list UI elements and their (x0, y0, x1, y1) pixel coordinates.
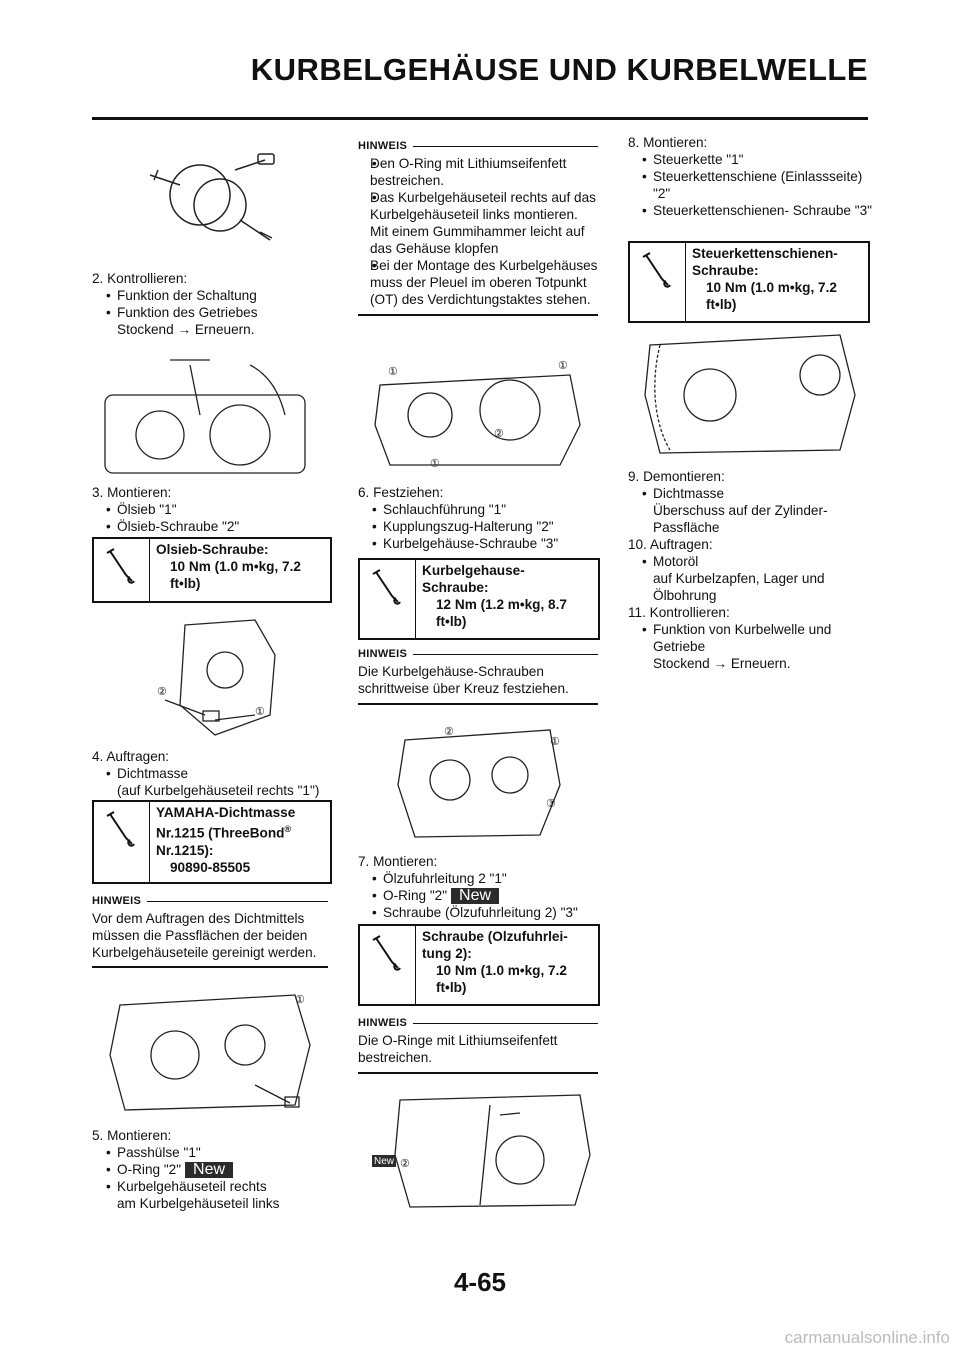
torque-spec-box (628, 241, 870, 323)
torque-spec-box (92, 537, 332, 603)
spec-title: Schraube (Olzufuhrlei- (422, 929, 568, 944)
list-item-sub: auf Kurbelzapfen, Lager und Ölbohrung (653, 571, 825, 603)
list-item: • Das Kurbelgehäuseteil rechts auf das Kurbelgehäuseteil links montieren. Mit einem Gummihammer leicht auf das Gehäuse klopfen (358, 189, 598, 257)
spec-value: 10 Nm (1.0 m•kg, 7.2 (436, 963, 567, 978)
torque-spec-box (358, 924, 600, 1006)
oil-strainer-figure (100, 355, 310, 477)
watermark: carmanualsonline.info (784, 1328, 950, 1347)
new-badge: New (451, 888, 499, 904)
spec-title: tung 2): (422, 946, 472, 961)
wrench-icon (370, 568, 406, 608)
list-item: • Steuerkettenschiene (Einlassseite) "2" (628, 168, 873, 202)
step-5-heading: 5. Montieren: (92, 1128, 172, 1143)
spec-value: ft•lb) (706, 297, 737, 312)
step-3-heading: 3. Montieren: (92, 485, 172, 500)
step-7-heading: 7. Montieren: (358, 854, 438, 869)
wrench-icon (640, 251, 676, 291)
list-item: • Ölsieb "1" (92, 501, 332, 518)
list-item: • Steuerkette "1" (628, 151, 873, 168)
hinweis-label: HINWEIS (358, 1017, 408, 1029)
list-item: • Schraube (Ölzufuhrleitung 2) "3" (358, 904, 598, 921)
list-item: • Motoröl (628, 553, 873, 570)
spec-value: 90890-85505 (170, 859, 251, 875)
list-item: O-Ring "2" (383, 888, 448, 903)
list-item: • Kurbelgehäuseteil rechts (92, 1178, 332, 1195)
list-item-sub: am Kurbelgehäuseteil links (117, 1196, 280, 1212)
step-11-result: Stockend → Erneuern. (653, 656, 791, 671)
list-item: • Ölsieb-Schraube "2" (92, 518, 332, 535)
hinweis-text: Die O-Ringe mit Lithiumseifenfett bestreichen. (358, 1033, 558, 1065)
hinweis-text: Die Kurbelgehäuse-Schrauben schrittweise über Kreuz festziehen. (358, 664, 569, 696)
new-badge: New (185, 1162, 233, 1178)
spec-title: YAMAHA-Dichtmasse (156, 805, 296, 820)
list-item: • Funktion von Kurbelwelle und Getriebe (628, 621, 873, 655)
list-item: O-Ring "2" (117, 1162, 182, 1177)
svg-text:②: ② (157, 686, 167, 698)
list-item: • Funktion der Schaltung (92, 287, 332, 304)
svg-text:②: ② (444, 726, 454, 738)
spec-value: 10 Nm (1.0 m•kg, 7.2 (706, 280, 837, 295)
spec-title: Steuerkettenschienen- (692, 246, 838, 261)
svg-text:②: ② (494, 428, 504, 440)
registered-mark: ® (284, 824, 292, 834)
list-item: • Dichtmasse (628, 485, 873, 502)
list-item: • Ölzufuhrleitung 2 "1" (358, 870, 598, 887)
svg-text:①: ① (255, 706, 265, 718)
list-item: • Kupplungszug-Halterung "2" (358, 518, 598, 535)
torque-spec-box (358, 558, 600, 640)
crankcase-assembly-figure (370, 355, 585, 475)
list-item-sub: Überschuss auf der Zylinder-Passfläche (653, 503, 828, 535)
list-item: • Den O-Ring mit Lithiumseifenfett bestreichen. (358, 155, 598, 189)
new-badge: New (374, 1156, 395, 1167)
wrench-icon (370, 934, 406, 974)
hinweis-label: HINWEIS (92, 895, 142, 907)
svg-text:②: ② (400, 1158, 410, 1170)
step-2-result: Stockend → Erneuern. (117, 322, 255, 337)
list-item: • Funktion des Getriebes (92, 304, 332, 321)
spec-value: ft•lb) (436, 614, 467, 629)
list-item: • Kurbelgehäuse-Schraube "3" (358, 535, 598, 552)
spec-title: Nr.1215): (156, 842, 214, 858)
spec-title: Nr.1215 (ThreeBond (156, 825, 285, 841)
svg-text:③: ③ (546, 798, 556, 810)
step-10-heading: 10. Auftragen: (628, 537, 713, 552)
svg-text:①: ① (295, 994, 305, 1006)
list-item: • Bei der Montage des Kurbelgehäuses muss der Pleuel im oberen Totpunkt (OT) des Verdichtungstaktes stehen. (358, 257, 598, 308)
spec-value: 12 Nm (1.2 m•kg, 8.7 (436, 597, 567, 612)
page-title: KURBELGEHÄUSE UND KURBELWELLE (250, 52, 868, 87)
page-number: 4-65 (453, 1267, 507, 1297)
crankcase-half-figure (105, 985, 320, 1120)
svg-text:①: ① (388, 366, 398, 378)
sealant-spec-box (92, 800, 332, 884)
list-item: • Dichtmasse (92, 765, 337, 782)
step-2-heading: 2. Kontrollieren: (92, 271, 188, 286)
header-rule (92, 117, 868, 120)
wrench-icon (104, 547, 140, 587)
hinweis-label: HINWEIS (358, 648, 408, 660)
list-item: • Passhülse "1" (92, 1144, 332, 1161)
hinweis-label: HINWEIS (358, 140, 408, 152)
timing-chain-figure (640, 325, 860, 460)
spec-title: Schraube: (692, 263, 759, 278)
svg-text:①: ① (558, 360, 568, 372)
spec-title: Schraube: (422, 580, 489, 595)
oil-pipe-figure (370, 1085, 595, 1210)
step-9-heading: 9. Demontieren: (628, 469, 725, 484)
step-8-heading: 8. Montieren: (628, 135, 708, 150)
spec-value: 10 Nm (1.0 m•kg, 7.2 (170, 559, 301, 574)
crankcase-figure (155, 615, 285, 740)
crankcase-bolts-figure (390, 715, 570, 845)
wrench-icon (104, 810, 140, 850)
crankshaft-figure (140, 140, 290, 255)
step-4-heading: 4. Auftragen: (92, 749, 170, 764)
list-item: • Steuerkettenschienen- Schraube "3" (628, 202, 873, 219)
spec-value: ft•lb) (170, 576, 201, 591)
step-6-heading: 6. Festziehen: (358, 485, 444, 500)
hinweis-text: Vor dem Auftragen des Dichtmittels müssen die Passflächen der beiden Kurbelgehäuseteile gereinigt werden. (92, 911, 317, 960)
spec-value: ft•lb) (436, 980, 467, 995)
step-11-heading: 11. Kontrollieren: (628, 605, 730, 620)
svg-text:①: ① (430, 458, 440, 470)
spec-title: Olsieb-Schraube: (156, 542, 269, 557)
svg-text:①: ① (550, 736, 560, 748)
list-item-sub: (auf Kurbelgehäuseteil rechts "1") (117, 783, 320, 798)
spec-title: Kurbelgehause- (422, 563, 525, 578)
list-item: • Schlauchführung "1" (358, 501, 598, 518)
